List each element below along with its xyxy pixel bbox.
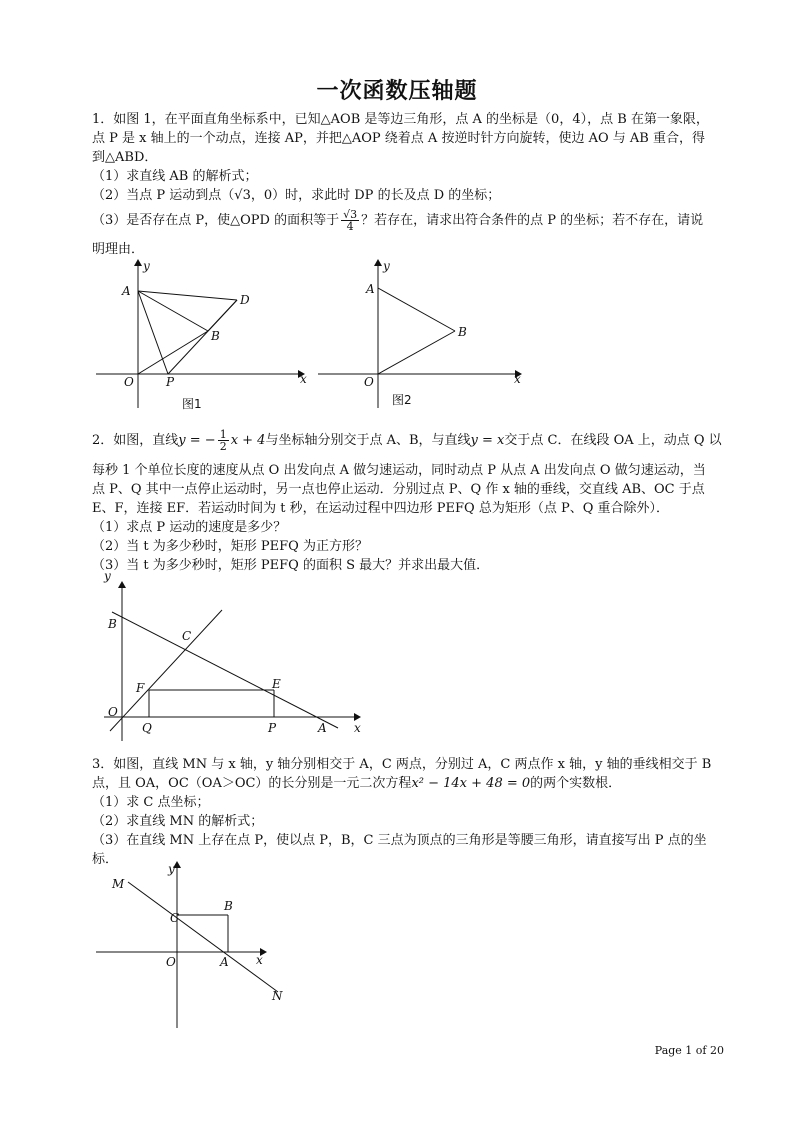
label-N: N [272,989,283,1003]
label-C: C [170,911,180,925]
q2-line-4: E、F，连接 EF．若运动时间为 t 秒，在运动过程中四边形 PEFQ 总为矩形（点 P、Q 重合除外）． [92,501,669,516]
label-F: F [136,681,145,695]
q1-sub-3-text-b: ？若存在，请求出符合条件的点 P 的坐标；若不存在，请说 [361,213,704,228]
line-MN [128,882,278,992]
figure-q2 [96,566,376,746]
segment-AB [378,288,455,331]
label-Q: Q [142,721,152,735]
x-axis-arrow [354,713,361,721]
y-axis-arrow [134,259,142,266]
y-axis-arrow [374,259,382,266]
q1-sub-2 [92,186,742,205]
q1-sub-3-text-a: （3）是否存在点 P，使△OPD 的面积等于 [92,213,340,228]
y-axis-arrow [118,581,126,588]
q1-sub-2-text-a: （2）当点 P 运动到点（ [92,188,235,203]
label-E: E [272,677,281,691]
segment-AD [138,291,237,300]
q2-line-1 [92,428,742,454]
label-A: A [220,955,229,969]
segment-AB [138,291,208,331]
q2-line-3: 点 P、Q 其中一点停止运动时，另一点也停止运动．分别过点 P、Q 作 x 轴的垂线，交直线 AB、OC 于点 [92,482,705,497]
label-P: P [166,375,175,389]
q1-line-2: 点 P 是 x 轴上的一个动点，连接 AP，并把△AOP 绕着点 A 按逆时针方向旋转，使边 AO 与 AB 重合，得 [92,131,705,146]
label-C: C [182,629,192,643]
label-O: O [124,375,134,389]
q3-sub-1: （1）求 C 点坐标； [92,795,210,810]
fraction-one-half [218,429,229,452]
label-O: O [166,955,176,969]
line-OC [110,610,222,731]
q1-sub-2-text-b: ，0）时，求此时 DP 的长及点 D 的坐标； [250,188,501,203]
label-M: M [112,877,125,891]
q3-line-2 [92,774,742,793]
label-P: P [268,721,277,735]
quadratic-equation: x² − 14x + 48 = 0 [411,776,531,791]
q2-line-1-text-b: 与坐标轴分别交于点 A、B，与直线 [265,433,471,448]
fraction-sqrt3-over-4 [341,209,359,232]
label-B: B [211,329,220,343]
q1-sub-1: （1）求直线 AB 的解析式； [92,169,258,184]
figure-1-caption: 图1 [182,397,202,411]
label-O: O [108,705,118,719]
segment-OB [378,331,455,374]
q3-line-2-text-b: 的两个实数根． [530,776,622,791]
equation-line-AB-part-1: y = − [178,433,216,448]
q3-sub-3: （3）在直线 MN 上存在点 P，使以点 P，B，C 三点为顶点的三角形是等腰三角形，请直接写出 P 点的坐 [92,833,707,848]
q2-sub-1: （1）求点 P 运动的速度是多少？ [92,520,287,535]
equation-line-AB-part-2: x + 4 [230,433,266,448]
label-A: A [366,282,375,296]
segment-AP [138,291,168,374]
figure-2-caption: 图2 [392,393,412,407]
line-AB [112,612,338,728]
q3-sub-2: （2）求直线 MN 的解析式； [92,814,264,829]
q2-line-1-text-c: 交于点 C．在线段 OA 上，动点 Q 以 [504,433,722,448]
figure-q3 [90,858,290,1033]
q1-sub-3-cont: 明理由． [92,242,145,257]
label-B: B [458,325,467,339]
page-footer: Page 1 of 20 [654,1044,724,1057]
label-A: A [122,284,131,298]
label-O: O [364,375,374,389]
figure-2 [312,258,532,418]
label-x: x [514,372,521,386]
label-y: y [143,259,150,273]
sqrt3-expression: √3 [234,188,251,203]
segment-OB [138,331,208,374]
equation-line-OC: y = x [470,433,505,448]
q3-line-2-text-a: 点，且 OA，OC（OA＞OC）的长分别是一元二次方程 [92,776,412,791]
label-y: y [104,569,111,583]
q2-line-2: 每秒 1 个单位长度的速度从点 O 出发向点 A 做匀速运动，同时动点 P 从点 A 出发向点 O 做匀速运动，当 [92,463,706,478]
q2-sub-2: （2）当 t 为多少秒时，矩形 PEFQ 为正方形？ [92,539,368,554]
q1-line-3: 到△ABD． [92,150,158,165]
q2-line-1-text-a: 2．如图，直线 [92,433,179,448]
label-A: A [318,721,327,735]
q3-line-1: 3．如图，直线 MN 与 x 轴，y 轴分别相交于 A，C 两点，分别过 A，C 两点作 x 轴，y 轴的垂线相交于 B [92,757,712,772]
label-y: y [383,259,390,273]
figure-1 [90,258,310,418]
q1-sub-3 [92,208,742,234]
label-x: x [354,721,361,735]
q2-sub-3: （3）当 t 为多少秒时，矩形 PEFQ 的面积 S 最大？并求出最大值． [92,558,490,573]
label-B: B [108,617,117,631]
q3-sub-3-cont: 标． [92,852,119,867]
q1-line-1: 1．如图 1，在平面直角坐标系中，已知△AOB 是等边三角形，点 A 的坐标是（0，4），点 B 在第一象限， [92,112,709,127]
segment-PD [168,300,237,374]
page-title: 一次函数压轴题 [316,79,478,104]
fraction-denominator: 4 [346,220,354,233]
label-B: B [224,899,233,913]
label-D: D [240,293,250,307]
label-x: x [256,953,263,967]
fraction-numerator: 1 [219,428,227,441]
fraction-denominator: 2 [219,440,227,453]
fraction-numerator: √3 [343,208,358,221]
label-x: x [300,372,307,386]
label-y: y [168,862,175,876]
